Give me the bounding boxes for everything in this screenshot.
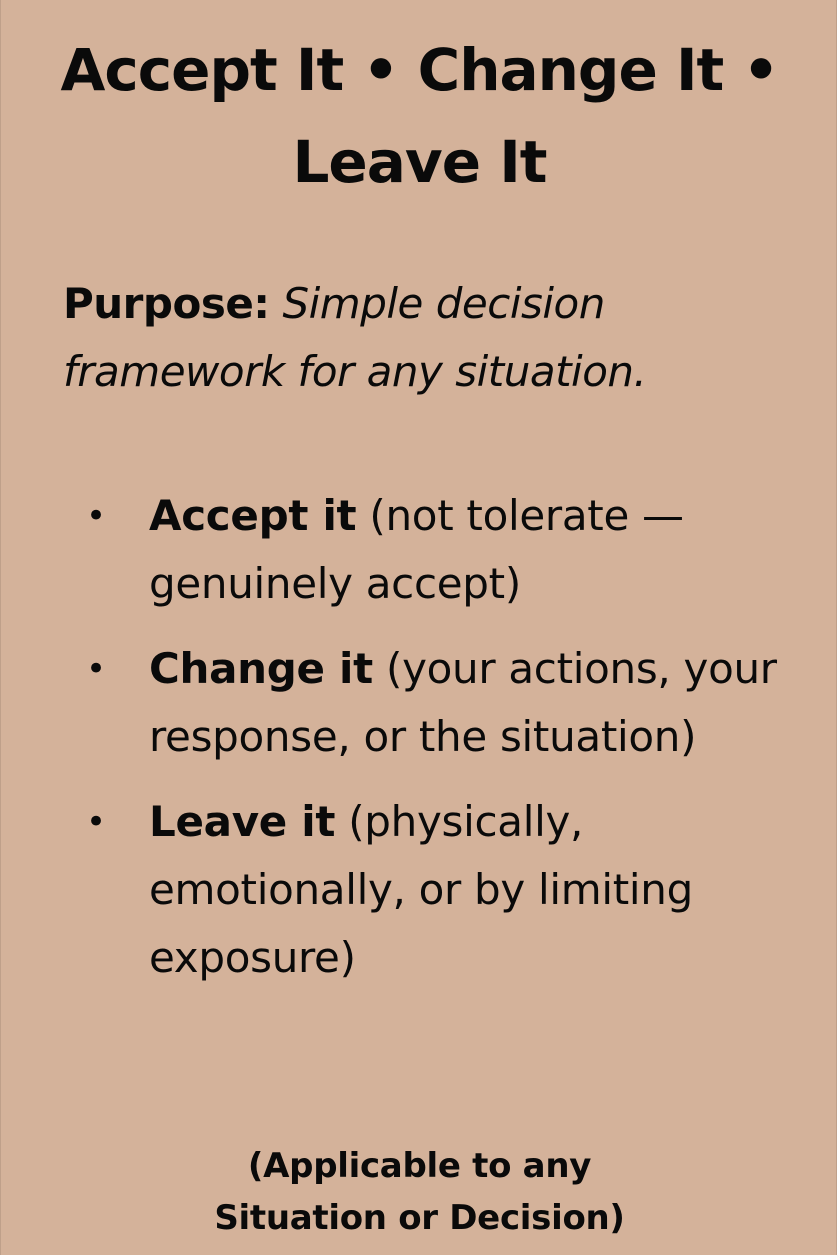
purpose-description: Simple decision framework for any situation. bbox=[63, 279, 647, 396]
option-detail: (physically, emotionally, or by limiting exposure) bbox=[149, 797, 693, 982]
purpose-label: Purpose: bbox=[63, 279, 270, 328]
option-accept bbox=[1, 482, 837, 618]
footer-line-1: (Applicable to any bbox=[247, 1146, 592, 1186]
option-term: Accept it bbox=[149, 491, 357, 540]
footer-line-2: Situation or Decision) bbox=[214, 1198, 625, 1238]
options-list bbox=[1, 482, 837, 1009]
bullet-icon: • bbox=[86, 496, 106, 536]
option-detail: (your actions, your response, or the situation) bbox=[149, 644, 777, 761]
applicability-note bbox=[1, 1140, 837, 1244]
option-term: Leave it bbox=[149, 797, 336, 846]
page-title bbox=[1, 24, 837, 208]
option-term: Change it bbox=[149, 644, 373, 693]
title-line-1: Accept It • Change It • bbox=[60, 36, 779, 104]
purpose-statement bbox=[63, 270, 803, 406]
title-line-2: Leave It bbox=[292, 128, 547, 196]
bullet-icon: • bbox=[86, 649, 106, 689]
option-detail: (not tolerate — genuinely accept) bbox=[149, 491, 684, 608]
option-leave bbox=[1, 788, 837, 992]
bullet-icon: • bbox=[86, 802, 106, 842]
option-change bbox=[1, 635, 837, 771]
